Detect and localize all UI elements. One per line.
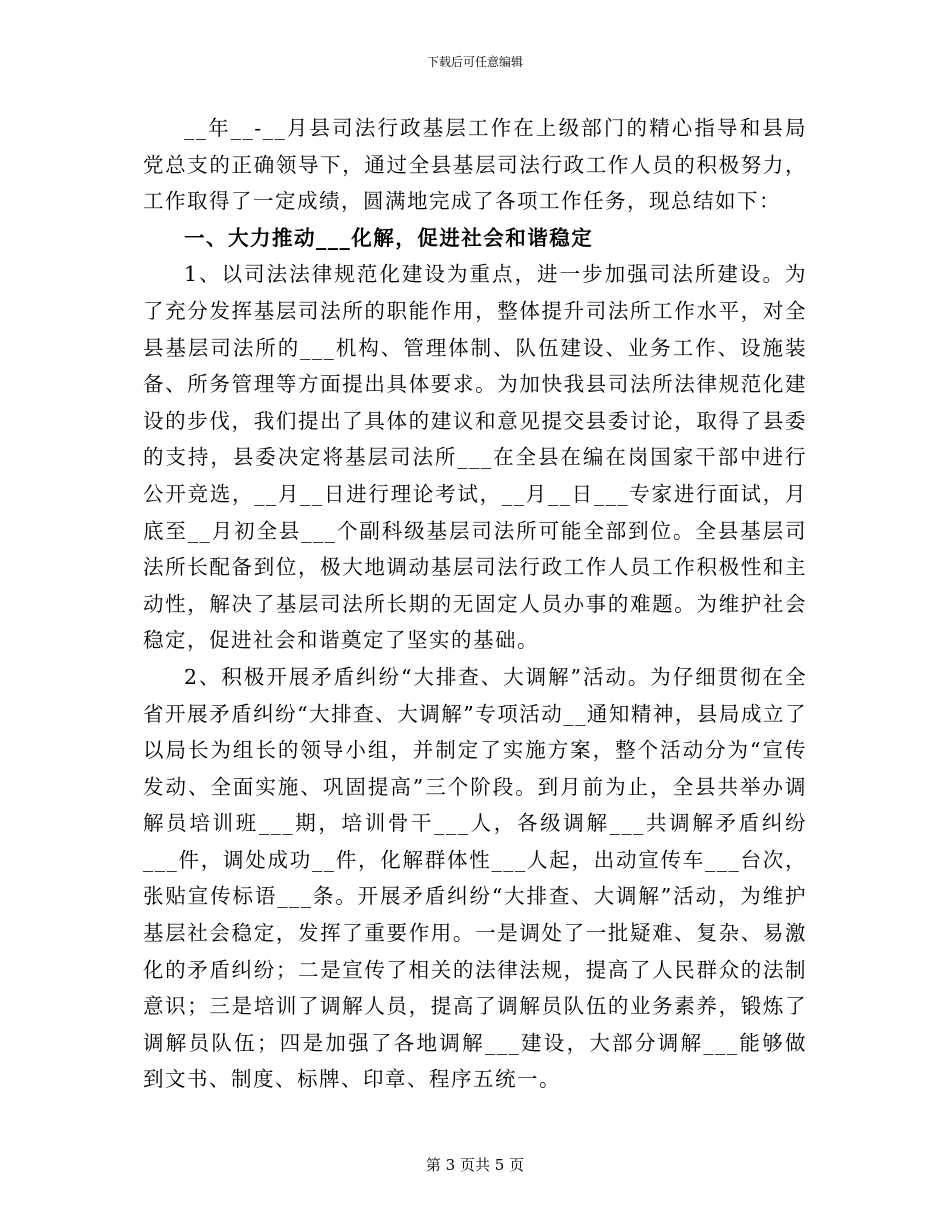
body-paragraph-2: 2、积极开展矛盾纠纷“大排查、大调解”活动。为仔细贯彻在全省开展矛盾纠纷“大排查、大调解”专项活动__通知精神，县局成立了以局长为组长的领导小组，并制定了实施方案，整个活动分为“宣传发动、全面实施、巩固提高”三个阶段。到月前为止，全县共举办调解员培训班___期，培训骨干___人，各级调解___共调解矛盾纠纷___件，调处成功__件，化解群体性___人起，出动宣传车___台次，张贴宣传标语___条。开展矛盾纠纷“大排查、大调解”活动，为维护基层社会稳定，发挥了重要作用。一是调处了一批疑难、复杂、易激化的矛盾纠纷；二是宣传了相关的法律法规，提高了人民群众的法制意识；三是培训了调解人员，提高了调解员队伍的业务素养，锻炼了调解员队伍；四是加强了各地调解___建设，大部分调解___能够做到文书、制度、标牌、印章、程序五统一。: [143, 664, 807, 1092]
body-paragraph-1: 1、以司法法律规范化建设为重点，进一步加强司法所建设。为了充分发挥基层司法所的职能作用，整体提升司法所工作水平，对全县基层司法所的___机构、管理体制、队伍建设、业务工作、设施装备、所务管理等方面提出具体要求。为加快我县司法所法律规范化建设的步伐，我们提出了具体的建议和意见提交县委讨论，取得了县委的支持，县委决定将基层司法所___在全县在编在岗国家干部中进行公开竞选，__月__日进行理论考试，__月__日___专家进行面试，月底至__月初全县___个副科级基层司法所可能全部到位。全县基层司法所长配备到位，极大地调动基层司法行政工作人员工作积极性和主动性，解决了基层司法所长期的无固定人员办事的难题。为维护社会稳定，促进社会和谐奠定了坚实的基础。: [143, 262, 807, 653]
document-body: [143, 110, 807, 1098]
section-heading: 一、大力推动___化解，促进社会和谐稳定: [184, 225, 594, 250]
page-header: 下载后可任意编辑: [426, 55, 523, 69]
intro-paragraph: __年__-__月县司法行政基层工作在上级部门的精心指导和县局党总支的正确领导下，通过全县基层司法行政工作人员的积极努力，工作取得了一定成绩，圆满地完成了各项工作任务，现总结如下：: [143, 116, 807, 214]
page-footer: 第 3 页共 5 页: [425, 1156, 525, 1174]
